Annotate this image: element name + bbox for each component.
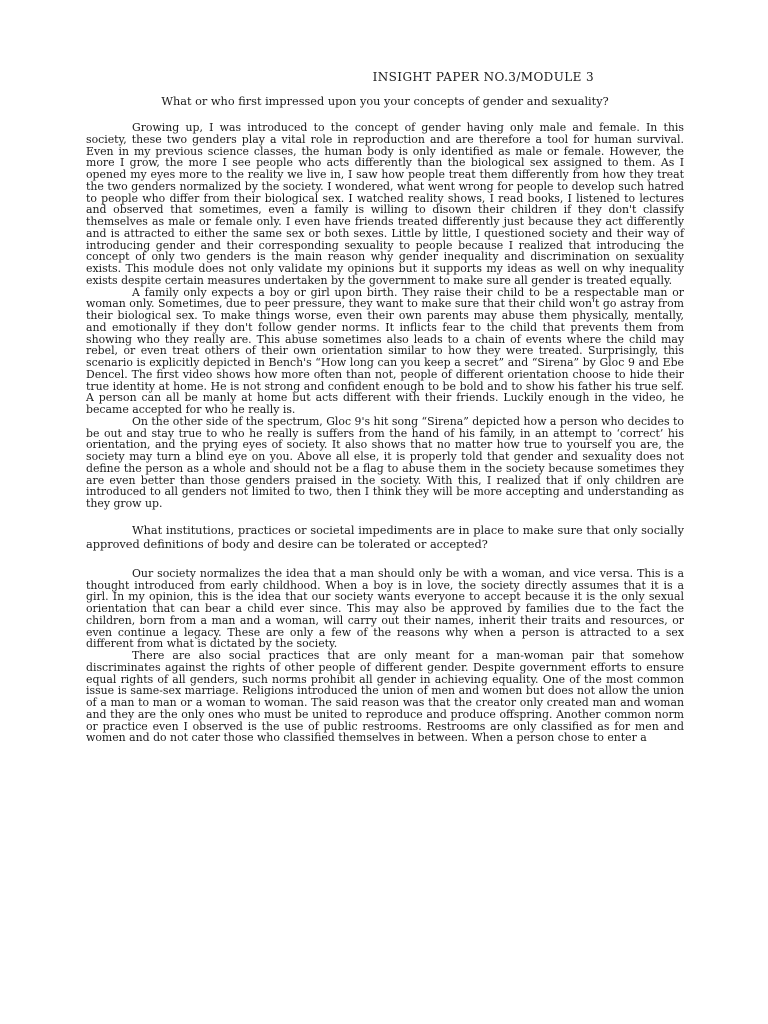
- question-1: What or who first impressed upon you your concepts of gender and sexuality?: [161, 95, 609, 108]
- paragraph-3: On the other side of the spectrum, Gloc 9's hit song “Sirena” depicted how a person who decides to be out and stay true to who he really is suffers from the hand of his family, in an attempt to ‘correct’ his orientation, and the prying eyes of society. It also shows that no matter how true to yourself you are, the society may turn a blind eye on you. Above all else, it is properly told that gender and sexuality does not define the person as a whole and should not be a flag to abuse them in the society because sometimes they are even better than those genders praised in the society. With this, I realized that if only children are introduced to all genders not limited to two, then I think they will be more accepting and understanding as they grow up.: [86, 414, 684, 510]
- paragraph-4: Our society normalizes the idea that a man should only be with a woman, and vice versa. This is a thought introduced from early childhood. When a boy is in love, the society directly assumes that it is a girl. In my opinion, this is the idea that our society wants everyone to accept because it is the only sexual orientation that can bear a child ever since. This may also be approved by families due to the fact the children, born from a man and a woman, will carry out their names, inherit their traits and resources, or even continue a legacy. These are only a few of the reasons why when a person is attracted to a sex different from what is dictated by the society.: [86, 566, 684, 651]
- paragraph-2: A family only expects a boy or girl upon birth. They raise their child to be a respectable man or woman only. Sometimes, due to peer pressure, they want to make sure that their child won't go astray from their biological sex. To make things worse, even their own parents may abuse them physically, mentally, and emotionally if they don't follow gender norms. It inflicts fear to the child that prevents them from showing who they really are. This abuse sometimes also leads to a chain of events where the child may rebel, or even treat others of their own orientation similar to how they were treated. Surprisingly, this scenario is explicitly depicted in Bench's “How long can you keep a secret” and “Sirena” by Gloc 9 and Ebe Dencel. The first video shows how more often than not, people of different orientation choose to hide their true identity at home. He is not strong and confident enough to be bold and to show his father his true self. A person can all be manly at home but acts different with their friends. Luckily enough in the video, he became accepted for who he really is.: [86, 285, 684, 416]
- paragraph-5: There are also social practices that are only meant for a man-woman pair that somehow discriminates against the rights of other people of different gender. Despite government efforts to ensure equal rights of all genders, such norms prohibit all gender in achieving equality. One of the most common issue is same-sex marriage. Religions introduced the union of men and women but does not allow the union of a man to man or a woman to woman. The said reason was that the creator only created man and woman and they are the only ones who must be united to reproduce and produce offspring. Another common norm or practice even I observed is the use of public restrooms. Restrooms are only classified as for men and women and do not cater those who classified themselves in between. When a person chose to enter a: [86, 649, 684, 745]
- paragraph-1: Growing up, I was introduced to the concept of gender having only male and female. In this society, these two genders play a vital role in reproduction and are therefore a tool for human survival. Even in my previous science classes, the human body is only identified as male or female. However, the more I grow, the more I see people who acts differently than the biological sex assigned to them. As I opened my eyes more to the reality we live in, I saw how people treat them differently from how they treat the two genders normalized by the society. I wondered, what went wrong for people to develop such hatred to people who differ from their biological sex. I watched reality shows, I read books, I listened to lectures and observed that sometimes, even a family is willing to disown their children if they don't classify themselves as male or female only. I even have friends treated differently just because they act differently and is attracted to either the same sex or both sexes. Little by little, I questioned society and their way of introducing gender and their corresponding sexuality to people because I realized that introducing the concept of only two genders is the main reason why gender inequality and discrimination on sexuality exists. This module does not only validate my opinions but it supports my ideas as well on why inequality exists despite certain measures undertaken by the government to make sure all gender is treated equally.: [86, 121, 684, 287]
- paper-title: INSIGHT PAPER NO.3/MODULE 3: [372, 70, 594, 84]
- question-2: What institutions, practices or societal impediments are in place to make sure that only socially approved definitions of body and desire can be tolerated or accepted?: [86, 523, 684, 551]
